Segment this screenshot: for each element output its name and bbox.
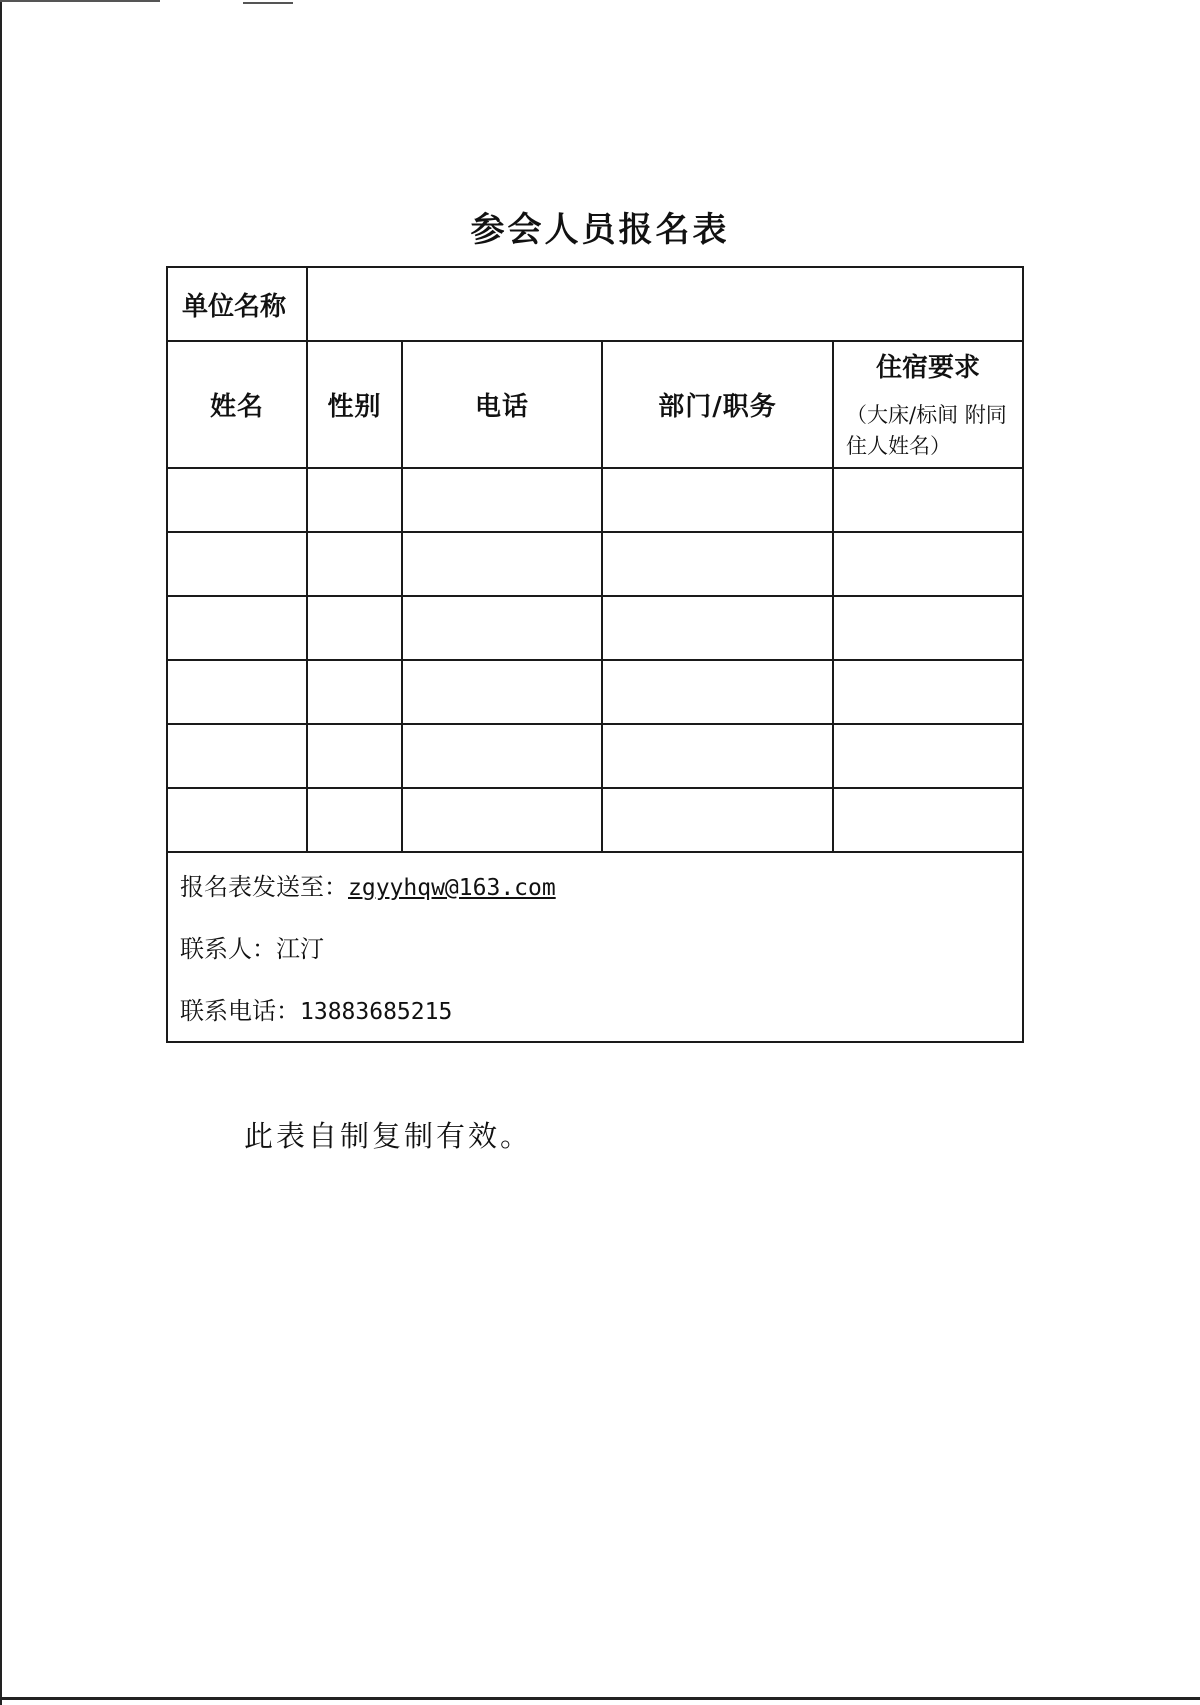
send-to-label: 报名表发送至： bbox=[180, 873, 348, 901]
contact-line bbox=[180, 933, 1022, 965]
cell-gender[interactable] bbox=[307, 468, 402, 532]
cell-dept-title[interactable] bbox=[602, 660, 833, 724]
lodging-header-title: 住宿要求 bbox=[875, 353, 980, 383]
cell-dept-title[interactable] bbox=[602, 468, 833, 532]
cell-gender[interactable] bbox=[307, 596, 402, 660]
footer-row bbox=[167, 852, 1023, 1042]
column-header-lodging bbox=[833, 341, 1023, 468]
table-row bbox=[167, 724, 1023, 788]
org-row bbox=[167, 267, 1023, 341]
cell-dept-title[interactable] bbox=[602, 788, 833, 852]
cell-name[interactable] bbox=[167, 596, 307, 660]
cell-name[interactable] bbox=[167, 532, 307, 596]
header-row bbox=[167, 341, 1023, 468]
table-row bbox=[167, 468, 1023, 532]
cell-phone[interactable] bbox=[402, 468, 602, 532]
org-name-field[interactable] bbox=[307, 267, 1023, 341]
cell-lodging[interactable] bbox=[833, 468, 1023, 532]
scan-edge-left bbox=[0, 0, 2, 1705]
cell-lodging[interactable] bbox=[833, 788, 1023, 852]
cell-phone[interactable] bbox=[402, 724, 602, 788]
cell-name[interactable] bbox=[167, 660, 307, 724]
cell-gender[interactable] bbox=[307, 788, 402, 852]
cell-phone[interactable] bbox=[402, 532, 602, 596]
validity-note: 此表自制复制有效。 bbox=[244, 1119, 533, 1153]
column-header-phone: 电话 bbox=[402, 341, 602, 468]
org-name-label: 单位名称 bbox=[167, 267, 307, 341]
table-row bbox=[167, 788, 1023, 852]
cell-gender[interactable] bbox=[307, 724, 402, 788]
phone-line bbox=[180, 995, 1022, 1027]
cell-lodging[interactable] bbox=[833, 724, 1023, 788]
table-row bbox=[167, 596, 1023, 660]
cell-dept-title[interactable] bbox=[602, 596, 833, 660]
send-to-email-link[interactable]: zgyyhqw@163.com bbox=[348, 875, 556, 901]
table-row bbox=[167, 532, 1023, 596]
table-row bbox=[167, 660, 1023, 724]
column-header-gender: 性别 bbox=[307, 341, 402, 468]
column-header-name: 姓名 bbox=[167, 341, 307, 468]
phone-number: 13883685215 bbox=[300, 999, 453, 1025]
contact-info-cell bbox=[167, 852, 1023, 1042]
form-title: 参会人员报名表 bbox=[470, 210, 730, 250]
lodging-header-note: （大床/标间 附同住人姓名） bbox=[846, 403, 1007, 458]
cell-gender[interactable] bbox=[307, 532, 402, 596]
cell-dept-title[interactable] bbox=[602, 724, 833, 788]
scan-edge-bottom bbox=[0, 1697, 1200, 1700]
contact-label: 联系人： bbox=[180, 935, 276, 963]
cell-phone[interactable] bbox=[402, 788, 602, 852]
cell-name[interactable] bbox=[167, 468, 307, 532]
cell-gender[interactable] bbox=[307, 660, 402, 724]
cell-lodging[interactable] bbox=[833, 532, 1023, 596]
cell-phone[interactable] bbox=[402, 596, 602, 660]
send-to-line bbox=[180, 871, 1022, 903]
cell-dept-title[interactable] bbox=[602, 532, 833, 596]
scan-edge-top bbox=[0, 0, 160, 2]
cell-name[interactable] bbox=[167, 724, 307, 788]
cell-lodging[interactable] bbox=[833, 596, 1023, 660]
cell-phone[interactable] bbox=[402, 660, 602, 724]
cell-name[interactable] bbox=[167, 788, 307, 852]
registration-table bbox=[166, 266, 1024, 1043]
phone-label: 联系电话： bbox=[180, 997, 300, 1025]
cell-lodging[interactable] bbox=[833, 660, 1023, 724]
contact-name: 江汀 bbox=[276, 935, 324, 963]
scan-edge-top-fragment bbox=[243, 2, 293, 4]
column-header-dept-title: 部门/职务 bbox=[602, 341, 833, 468]
